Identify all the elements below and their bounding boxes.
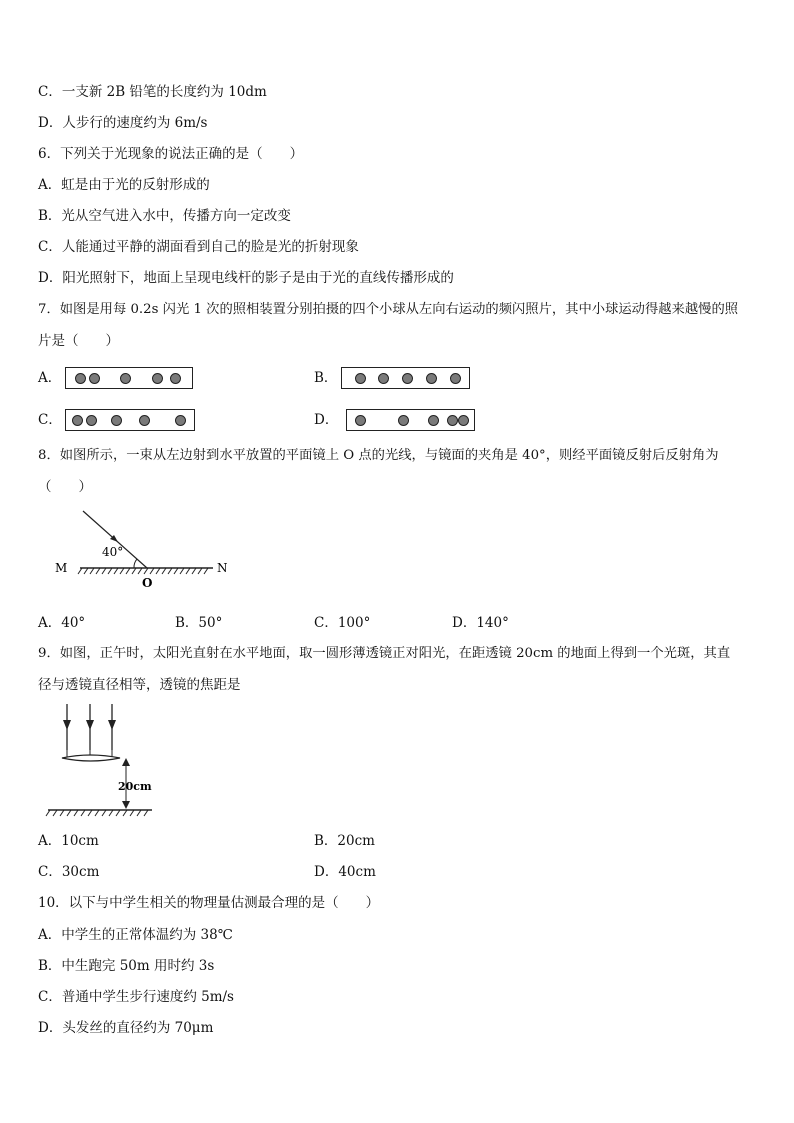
q7-ball bbox=[450, 373, 461, 384]
q9-option-d: D．40cm bbox=[314, 864, 376, 880]
q8-option-b: B．50° bbox=[175, 615, 223, 631]
q7-ball bbox=[139, 415, 150, 426]
q7-strip-a bbox=[65, 367, 193, 389]
distance-label: 20cm bbox=[118, 780, 152, 793]
q9-lens-figure bbox=[40, 700, 170, 820]
q8-stem-line-2: （ ） bbox=[38, 479, 92, 495]
q7-ball bbox=[428, 415, 439, 426]
q7-ball bbox=[426, 373, 437, 384]
angle-label: 40° bbox=[102, 545, 124, 559]
label-o: O bbox=[142, 576, 153, 590]
q7-ball bbox=[378, 373, 389, 384]
q7-ball bbox=[120, 373, 131, 384]
q7-ball bbox=[355, 373, 366, 384]
label-n: N bbox=[217, 561, 228, 575]
q7-ball bbox=[402, 373, 413, 384]
q9-stem-line-1: 9．如图，正午时，太阳光直射在水平地面，取一圆形薄透镜正对阳光，在距透镜 20cm 的地面上得到一个光斑，其直 bbox=[38, 646, 731, 661]
q7-strip-d bbox=[346, 409, 475, 431]
q6-option-c: C．人能通过平静的湖面看到自己的脸是光的折射现象 bbox=[38, 239, 359, 255]
q7-stem-line-1: 7．如图是用每 0.2s 闪光 1 次的照相装置分别拍摄的四个小球从左向右运动的频闪照片，其中小球运动得越来越慢的照 bbox=[38, 302, 739, 317]
q7-ball bbox=[89, 373, 100, 384]
q8-option-d: D．140° bbox=[452, 615, 509, 631]
q6-option-a: A．虹是由于光的反射形成的 bbox=[38, 177, 210, 193]
q9-option-a: A．10cm bbox=[38, 833, 99, 849]
q7-option-b-label: B． bbox=[314, 370, 338, 386]
q9-stem-line-2: 径与透镜直径相等，透镜的焦距是 bbox=[38, 677, 241, 693]
q7-ball bbox=[75, 373, 86, 384]
q8-option-a: A．40° bbox=[38, 615, 86, 631]
q10-stem: 10．以下与中学生相关的物理量估测最合理的是（ ） bbox=[38, 895, 380, 911]
q9-option-c: C．30cm bbox=[38, 864, 100, 880]
q7-option-a-label: A． bbox=[38, 370, 62, 386]
q10-option-d: D．头发丝的直径约为 70μm bbox=[38, 1020, 214, 1036]
q7-ball bbox=[170, 373, 181, 384]
q7-stem-line-2: 片是（ ） bbox=[38, 333, 119, 349]
q7-ball bbox=[152, 373, 163, 384]
q7-ball bbox=[86, 415, 97, 426]
q7-option-c-label: C． bbox=[38, 412, 62, 428]
q7-ball bbox=[398, 415, 409, 426]
q10-option-c: C．普通中学生步行速度约 5m/s bbox=[38, 989, 234, 1005]
q8-option-c: C．100° bbox=[314, 615, 371, 631]
q7-option-d-label: D． bbox=[314, 412, 339, 428]
q6-option-b: B．光从空气进入水中，传播方向一定改变 bbox=[38, 208, 291, 224]
q10-option-b: B．中生跑完 50m 用时约 3s bbox=[38, 958, 215, 974]
q7-ball bbox=[458, 415, 469, 426]
q6-option-d: D．阳光照射下，地面上呈现电线杆的影子是由于光的直线传播形成的 bbox=[38, 270, 454, 286]
q8-mirror-figure bbox=[50, 505, 240, 590]
q6-stem: 6．下列关于光现象的说法正确的是（ ） bbox=[38, 146, 304, 162]
lens bbox=[62, 755, 120, 761]
q7-ball bbox=[175, 415, 186, 426]
q7-ball bbox=[111, 415, 122, 426]
q10-option-a: A．中学生的正常体温约为 38℃ bbox=[38, 927, 233, 943]
q5-option-c: C．一支新 2B 铅笔的长度约为 10dm bbox=[38, 84, 267, 100]
q7-ball bbox=[447, 415, 458, 426]
q9-option-b: B．20cm bbox=[314, 833, 375, 849]
label-m: M bbox=[55, 561, 68, 575]
q5-option-d: D．人步行的速度约为 6m/s bbox=[38, 115, 208, 131]
q7-strip-b bbox=[341, 367, 470, 389]
q8-stem-line-1: 8．如图所示，一束从左边射到水平放置的平面镜上 O 点的光线，与镜面的夹角是 40°，则经平面镜反射后反射角为 bbox=[38, 448, 719, 463]
q7-ball bbox=[72, 415, 83, 426]
q7-ball bbox=[355, 415, 366, 426]
q7-strip-c bbox=[65, 409, 195, 431]
